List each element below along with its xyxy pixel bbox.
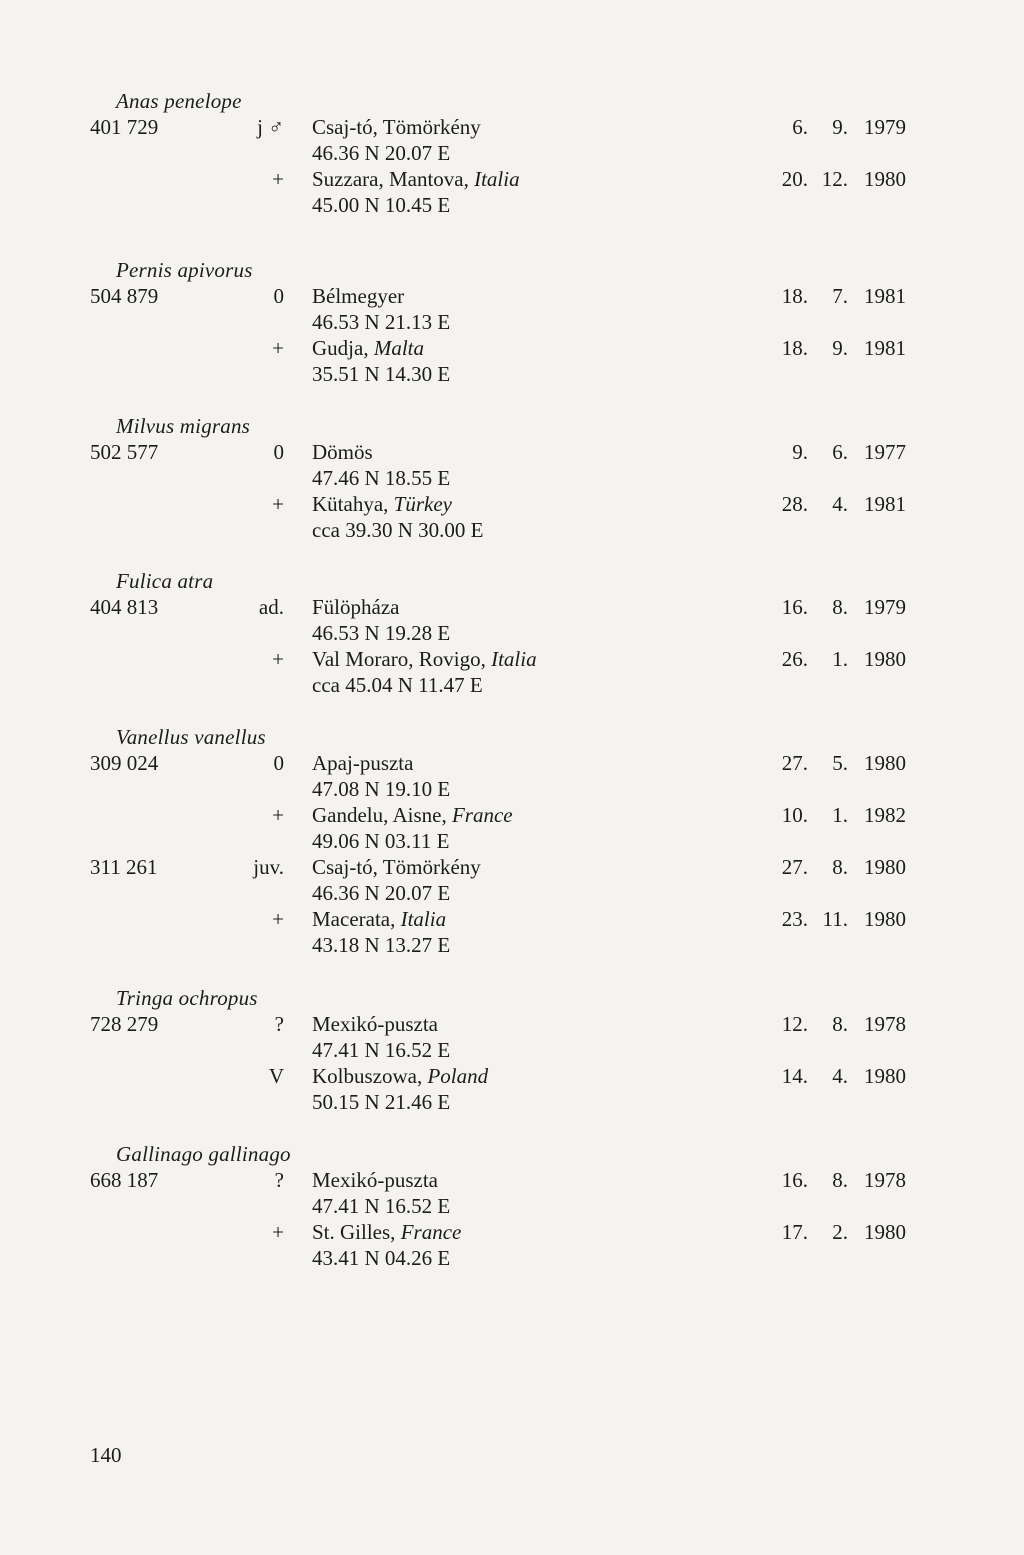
date-month: 8.	[832, 855, 848, 879]
coordinate-row	[0, 1245, 1024, 1271]
coordinate-row	[0, 465, 1024, 491]
date-year: 1982	[864, 803, 906, 827]
place-name	[312, 750, 413, 776]
record-row	[0, 854, 1024, 880]
species-heading: Gallinago gallinago	[116, 1142, 291, 1166]
date-month: 4.	[832, 1064, 848, 1088]
age-code: +	[272, 803, 284, 827]
date-month: 9.	[832, 336, 848, 360]
coordinate-row	[0, 309, 1024, 335]
date-day: 17.	[781, 1220, 808, 1244]
ring-number: 309 024	[90, 751, 159, 775]
coordinates: cca 45.04 N 11.47 E	[312, 673, 483, 697]
coordinates: 46.36 N 20.07 E	[312, 141, 451, 165]
ring-number: 668 187	[90, 1168, 159, 1192]
age-code: ad.	[258, 595, 284, 619]
record-row	[0, 594, 1024, 620]
locality: Mexikó-puszta	[312, 1012, 438, 1036]
date-day: 18.	[781, 336, 808, 360]
date-month: 5.	[832, 751, 848, 775]
age-code: +	[272, 907, 284, 931]
ring-number: 404 813	[90, 595, 159, 619]
locality: Gudja,	[312, 336, 369, 360]
locality: Fülöpháza	[312, 595, 400, 619]
age-code: +	[272, 167, 284, 191]
species-heading: Milvus migrans	[116, 414, 251, 438]
date-month: 1.	[832, 803, 848, 827]
record-row	[0, 335, 1024, 361]
coordinate-row	[0, 140, 1024, 166]
species-heading: Pernis apivorus	[116, 258, 253, 282]
ring-number: 502 577	[90, 440, 159, 464]
date-day: 18.	[781, 284, 808, 308]
record-date	[760, 166, 960, 192]
country-name: Italia	[491, 647, 537, 671]
date-year: 1980	[864, 647, 906, 671]
coordinates: 46.53 N 19.28 E	[312, 621, 451, 645]
date-year: 1977	[864, 440, 906, 464]
ring-number: 401 729	[90, 115, 159, 139]
record-date	[760, 283, 960, 309]
coordinates: cca 39.30 N 30.00 E	[312, 518, 484, 542]
locality: Val Moraro, Rovigo,	[312, 647, 486, 671]
date-month: 1.	[832, 647, 848, 671]
coordinates: 47.41 N 16.52 E	[312, 1038, 451, 1062]
date-day: 26.	[781, 647, 808, 671]
date-year: 1980	[864, 167, 906, 191]
coordinate-row	[0, 620, 1024, 646]
record-date	[760, 1063, 960, 1089]
age-code: +	[272, 492, 284, 516]
date-month: 4.	[832, 492, 848, 516]
date-month: 8.	[832, 1012, 848, 1036]
date-year: 1980	[864, 751, 906, 775]
coordinates: 47.41 N 16.52 E	[312, 1194, 451, 1218]
coordinate-row	[0, 672, 1024, 698]
species-heading: Fulica atra	[116, 569, 214, 593]
record-date	[760, 854, 960, 880]
place-name	[312, 854, 481, 880]
page-number: 140	[90, 1443, 122, 1467]
coordinates: 47.08 N 19.10 E	[312, 777, 451, 801]
coordinate-row	[0, 1089, 1024, 1115]
locality: Csaj-tó, Tömörkény	[312, 115, 481, 139]
coordinates: 35.51 N 14.30 E	[312, 362, 451, 386]
ring-number: 311 261	[90, 855, 158, 879]
date-year: 1980	[864, 907, 906, 931]
date-year: 1980	[864, 1220, 906, 1244]
age-code: 0	[273, 751, 284, 775]
coordinates: 49.06 N 03.11 E	[312, 829, 450, 853]
date-day: 28.	[781, 492, 808, 516]
date-day: 9.	[792, 440, 808, 464]
record-date	[760, 1167, 960, 1193]
record-date	[760, 750, 960, 776]
place-name	[312, 283, 404, 309]
age-code: juv.	[253, 855, 284, 879]
country-name: Poland	[427, 1064, 489, 1088]
date-year: 1980	[864, 1064, 906, 1088]
place-name	[312, 114, 481, 140]
place-name	[312, 166, 520, 192]
record-date	[760, 439, 960, 465]
record-row	[0, 1167, 1024, 1193]
coordinates: 45.00 N 10.45 E	[312, 193, 451, 217]
age-code: 0	[273, 284, 284, 308]
locality: Bélmegyer	[312, 284, 405, 308]
coordinate-row	[0, 1037, 1024, 1063]
age-code: +	[272, 647, 284, 671]
date-year: 1978	[864, 1168, 906, 1192]
record-date	[760, 906, 960, 932]
record-row	[0, 166, 1024, 192]
record-row	[0, 283, 1024, 309]
locality: Macerata,	[312, 907, 396, 931]
record-date	[760, 1011, 960, 1037]
record-row	[0, 1219, 1024, 1245]
age-code: 0	[273, 440, 284, 464]
locality: Dömös	[312, 440, 373, 464]
date-year: 1978	[864, 1012, 906, 1036]
record-date	[760, 646, 960, 672]
place-name	[312, 646, 537, 672]
locality: St. Gilles,	[312, 1220, 396, 1244]
place-name	[312, 1167, 438, 1193]
place-name	[312, 335, 424, 361]
date-month: 11.	[822, 907, 848, 931]
date-month: 7.	[832, 284, 848, 308]
date-year: 1981	[864, 336, 906, 360]
age-code: j ♂	[257, 115, 284, 139]
date-day: 20.	[781, 167, 808, 191]
date-year: 1981	[864, 492, 906, 516]
place-name	[312, 1219, 461, 1245]
date-month: 8.	[832, 1168, 848, 1192]
ring-number: 728 279	[90, 1012, 159, 1036]
date-month: 2.	[832, 1220, 848, 1244]
record-date	[760, 491, 960, 517]
date-day: 12.	[781, 1012, 808, 1036]
date-year: 1979	[864, 115, 906, 139]
date-year: 1980	[864, 855, 906, 879]
country-name: Malta	[373, 336, 424, 360]
place-name	[312, 439, 373, 465]
record-row	[0, 439, 1024, 465]
place-name	[312, 594, 399, 620]
record-date	[760, 802, 960, 828]
coordinates: 43.18 N 13.27 E	[312, 933, 451, 957]
date-month: 12.	[821, 167, 848, 191]
age-code: ?	[274, 1168, 284, 1192]
species-heading: Anas penelope	[116, 89, 242, 113]
date-month: 8.	[832, 595, 848, 619]
coordinates: 47.46 N 18.55 E	[312, 466, 451, 490]
species-heading: Vanellus vanellus	[116, 725, 266, 749]
coordinate-row	[0, 192, 1024, 218]
date-year: 1981	[864, 284, 906, 308]
country-name: Türkey	[393, 492, 452, 516]
age-code: V	[268, 1064, 284, 1088]
place-name	[312, 491, 452, 517]
date-month: 6.	[832, 440, 848, 464]
locality: Apaj-puszta	[312, 751, 414, 775]
record-date	[760, 114, 960, 140]
place-name	[312, 1011, 438, 1037]
country-name: France	[400, 1220, 462, 1244]
age-code: +	[272, 336, 284, 360]
coordinate-row	[0, 932, 1024, 958]
date-day: 27.	[781, 751, 808, 775]
locality: Csaj-tó, Tömörkény	[312, 855, 481, 879]
place-name	[312, 906, 446, 932]
country-name: Italia	[400, 907, 447, 931]
record-row	[0, 114, 1024, 140]
coordinates: 46.53 N 21.13 E	[312, 310, 451, 334]
coordinates: 46.36 N 20.07 E	[312, 881, 451, 905]
record-date	[760, 1219, 960, 1245]
ring-number: 504 879	[90, 284, 159, 308]
coordinate-row	[0, 828, 1024, 854]
coordinate-row	[0, 517, 1024, 543]
date-day: 16.	[781, 595, 808, 619]
record-date	[760, 335, 960, 361]
coordinate-row	[0, 1193, 1024, 1219]
coordinates: 43.41 N 04.26 E	[312, 1246, 451, 1270]
locality: Gandelu, Aisne,	[312, 803, 447, 827]
locality: Suzzara, Mantova,	[312, 167, 469, 191]
date-month: 9.	[832, 115, 848, 139]
date-day: 23.	[781, 907, 808, 931]
record-row	[0, 646, 1024, 672]
date-day: 10.	[781, 803, 808, 827]
date-day: 27.	[781, 855, 808, 879]
age-code: +	[272, 1220, 284, 1244]
locality: Kolbuszowa,	[312, 1064, 423, 1088]
place-name	[312, 1063, 488, 1089]
place-name	[312, 802, 513, 828]
date-day: 6.	[792, 115, 808, 139]
record-row	[0, 802, 1024, 828]
coordinate-row	[0, 776, 1024, 802]
locality: Mexikó-puszta	[312, 1168, 438, 1192]
record-row	[0, 906, 1024, 932]
record-row	[0, 491, 1024, 517]
species-heading: Tringa ochropus	[116, 986, 258, 1010]
date-year: 1979	[864, 595, 906, 619]
record-row	[0, 750, 1024, 776]
country-name: Italia	[474, 167, 520, 191]
record-date	[760, 594, 960, 620]
record-row	[0, 1063, 1024, 1089]
record-row	[0, 1011, 1024, 1037]
coordinates: 50.15 N 21.46 E	[312, 1090, 451, 1114]
locality: Kütahya,	[312, 492, 389, 516]
coordinate-row	[0, 880, 1024, 906]
country-name: France	[451, 803, 513, 827]
coordinate-row	[0, 361, 1024, 387]
age-code: ?	[274, 1012, 284, 1036]
date-day: 16.	[781, 1168, 808, 1192]
date-day: 14.	[781, 1064, 808, 1088]
